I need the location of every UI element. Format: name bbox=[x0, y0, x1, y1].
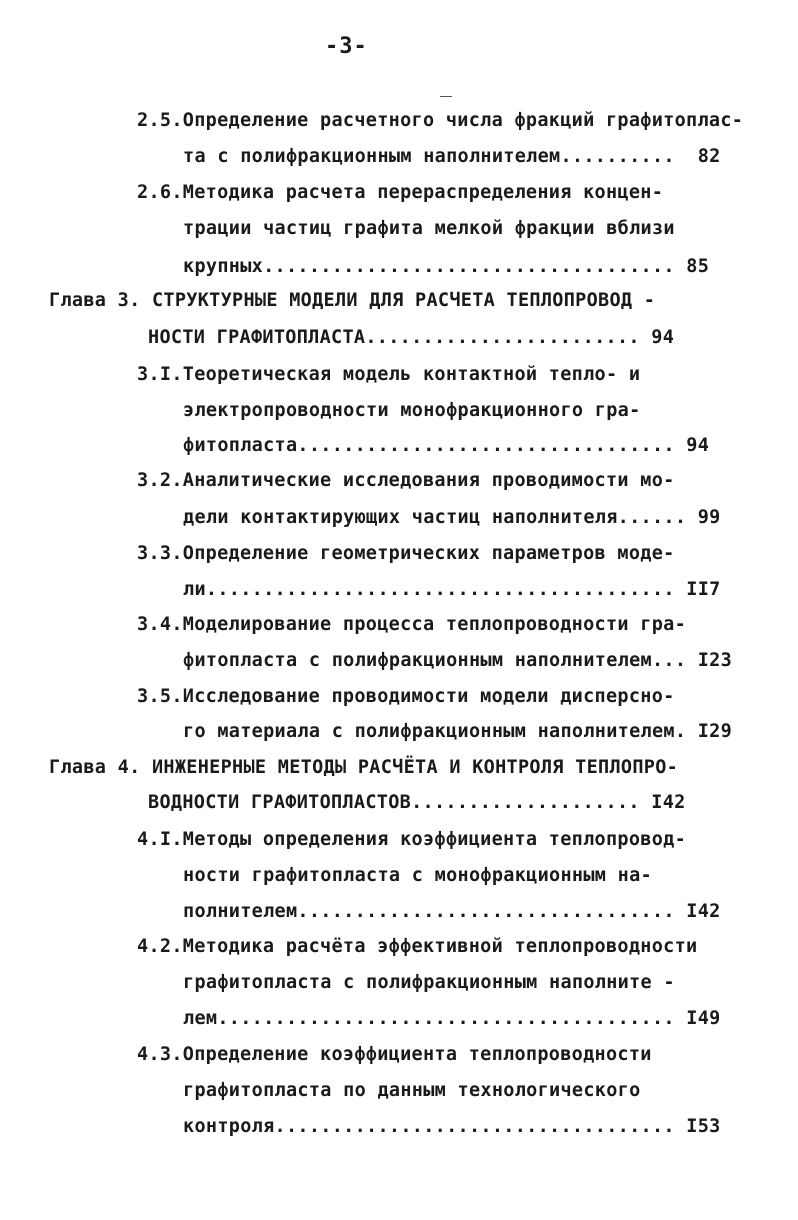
toc-line-3-2b: дели контактирующих частиц наполнителя...... 99 bbox=[183, 507, 721, 528]
toc-line-4-3a: 4.3.Определение коэффициента теплопроводности bbox=[137, 1044, 652, 1065]
toc-line-3-1a: 3.I.Теоретическая модель контактной тепло- и bbox=[137, 364, 641, 385]
stray-mark bbox=[440, 96, 452, 97]
toc-line-2-5b: та с полифракционным наполнителем.......... 82 bbox=[183, 146, 721, 167]
toc-line-2-5a: 2.5.Определение расчетного числа фракций графитоплас- bbox=[137, 110, 744, 131]
toc-line-4-1a: 4.I.Методы определения коэффициента теплопровод- bbox=[137, 829, 687, 850]
toc-line-3-1b: электропроводности монофракционного гра- bbox=[183, 400, 641, 421]
toc-line-3-5a: 3.5.Исследование проводимости модели дисперсно- bbox=[137, 686, 675, 707]
toc-line-3-5b: го материала с полифракционным наполнителем. I29 bbox=[183, 721, 733, 742]
toc-line-4-1c: полнителем................................. I42 bbox=[183, 901, 721, 922]
toc-chapter-4b: ВОДНОСТИ ГРАФИТОПЛАСТОВ.................... I42 bbox=[148, 792, 686, 813]
page-number: -3- bbox=[325, 34, 368, 59]
toc-line-4-3c: контроля................................... I53 bbox=[183, 1116, 721, 1137]
toc-chapter-4a: Глава 4. ИНЖЕНЕРНЫЕ МЕТОДЫ РАСЧЁТА И КОНТРОЛЯ ТЕПЛОПРО- bbox=[49, 757, 679, 778]
toc-chapter-3b: НОСТИ ГРАФИТОПЛАСТА........................ 94 bbox=[148, 327, 675, 348]
toc-line-3-3b: ли......................................... II7 bbox=[183, 579, 721, 600]
toc-line-3-2a: 3.2.Аналитические исследования проводимости мо- bbox=[137, 470, 675, 491]
toc-line-3-4b: фитопласта с полифракционным наполнителем... I23 bbox=[183, 650, 733, 671]
toc-line-2-6a: 2.6.Методика расчета перераспределения концен- bbox=[137, 182, 664, 203]
toc-line-4-2c: лем........................................ I49 bbox=[183, 1008, 721, 1029]
toc-line-3-3a: 3.3.Определение геометрических параметров моде- bbox=[137, 543, 675, 564]
toc-line-4-2b: графитопласта с полифракционным наполните - bbox=[183, 972, 675, 993]
toc-line-4-1b: ности графитопласта с монофракционным на- bbox=[183, 865, 652, 886]
toc-line-2-6b: трации частиц графита мелкой фракции вблизи bbox=[183, 218, 675, 239]
toc-line-3-4a: 3.4.Моделирование процесса теплопроводности гра- bbox=[137, 614, 687, 635]
toc-line-4-2a: 4.2.Методика расчёта эффективной теплопроводности bbox=[137, 936, 698, 957]
toc-line-4-3b: графитопласта по данным технологического bbox=[183, 1080, 641, 1101]
toc-line-3-1c: фитопласта................................. 94 bbox=[183, 435, 710, 456]
toc-chapter-3a: Глава 3. СТРУКТУРНЫЕ МОДЕЛИ ДЛЯ РАСЧЕТА ТЕПЛОПРОВОД - bbox=[49, 290, 656, 311]
toc-line-2-6c: крупных.................................... 85 bbox=[183, 256, 710, 277]
